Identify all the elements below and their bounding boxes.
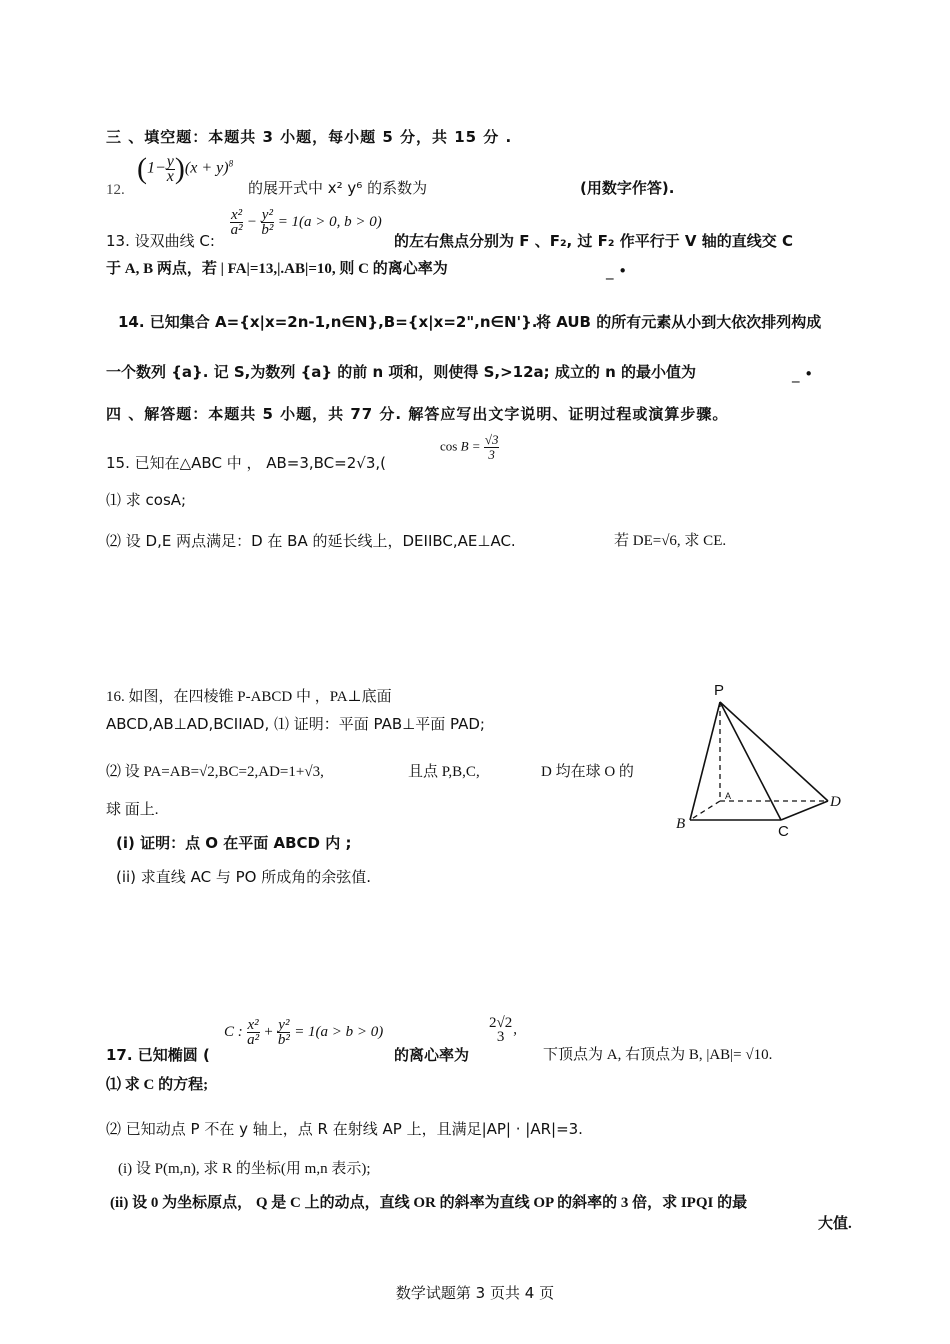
q13-hyperbola-formula: $\frac{\text{x²}}{\text{a²}}$ − $\frac{\text{y²}}{\text{b²}}$ = 1(a > 0, b > 0) bbox=[230, 207, 382, 238]
page-footer: 数学试题第 3 页共 4 页 bbox=[395, 1284, 555, 1302]
section4-heading: 四 、解答题：本题共 5 小题，共 77 分. 解答应写出文字说明、证明过程或演算步骤。 bbox=[106, 405, 729, 423]
q16-line3-mid: 且点 P,B,C, bbox=[408, 764, 480, 780]
label-P: P bbox=[714, 682, 725, 699]
q13-prefix: 13. 设双曲线 C: bbox=[106, 232, 215, 250]
q15-part2: ⑵ 设 D,E 两点满足：D 在 BA 的延长线上，DEIIBC,AE⊥AC. bbox=[106, 532, 516, 550]
q15-intro: 15. 已知在△ABC 中 ， AB=3,BC=2√3,( bbox=[106, 454, 386, 472]
q16-line3-tail: D 均在球 O 的 bbox=[541, 764, 634, 780]
q14-blank: _ • bbox=[792, 365, 814, 383]
q17-prefix: 17. 已知椭圆 ( bbox=[106, 1046, 210, 1064]
q12-text: 的展开式中 x² y⁶ 的系数为 bbox=[248, 179, 428, 197]
q17-part-ii-end: 大值. bbox=[818, 1216, 852, 1232]
edge-PB bbox=[690, 702, 720, 820]
q17-part2: ⑵ 已知动点 P 不在 y 轴上，点 R 在射线 AP 上，且满足|AP| · |AR|=3. bbox=[106, 1120, 583, 1138]
q17-suffix: 下顶点为 A, 右顶点为 B, |AB|= √10. bbox=[543, 1047, 773, 1063]
label-B: B bbox=[676, 816, 686, 832]
q14-line1-suffix: 将 AUB 的所有元素从小到大依次排列构成 bbox=[536, 313, 822, 331]
q16-part-ii: (ii) 求直线 AC 与 PO 所成角的余弦值. bbox=[116, 868, 371, 886]
q14-line2: 一个数列 {a}. 记 S,为数列 {a} 的前 n 项和，则使得 S,>12a; 成立的 n 的最小值为 bbox=[106, 363, 697, 381]
pyramid-figure bbox=[668, 680, 858, 840]
edge-PC bbox=[720, 702, 781, 820]
q16-line2: ABCD,AB⊥AD,BCIIAD, ⑴ 证明：平面 PAB⊥平面 PAD; bbox=[106, 715, 485, 733]
q13-line1-suffix: 的左右焦点分别为 F 、F₂, 过 F₂ 作平行于 V 轴的直线交 C bbox=[394, 232, 793, 250]
q13-blank: _ • bbox=[606, 262, 628, 280]
label-C: C bbox=[778, 823, 789, 840]
q17-ellipse-formula: C : $\frac{\text{x²}}{\text{a²}}$ + $\frac{\text{y²}}{\text{b²}}$ = 1(a > b > 0) bbox=[224, 1017, 384, 1048]
q12-note: (用数字作答). bbox=[580, 179, 675, 197]
q17-middle: 的离心率为 bbox=[394, 1046, 470, 1064]
q17-part-i: (i) 设 P(m,n), 求 R 的坐标(用 m,n 表示); bbox=[118, 1161, 371, 1177]
q15-part2-tail: 若 DE=√6, 求 CE. bbox=[614, 533, 727, 549]
q16-part-i: (i) 证明：点 O 在平面 ABCD 内 ; bbox=[116, 834, 352, 852]
q13-line2: 于 A, B 两点，若 | FA|=13,|.AB|=10, 则 C 的离心率为 bbox=[106, 261, 448, 277]
edge-CD bbox=[781, 801, 828, 820]
q16-line3: ⑵ 设 PA=AB=√2,BC=2,AD=1+√3, bbox=[106, 764, 324, 780]
q16-line4: 球 面上. bbox=[106, 802, 159, 818]
q15-part1: ⑴ 求 cosA; bbox=[106, 491, 187, 509]
section3-heading: 三 、填空题：本题共 3 小题，每小题 5 分，共 15 分 . bbox=[106, 128, 513, 146]
q17-part-ii: (ii) 设 0 为坐标原点， Q 是 C 上的动点，直线 OR 的斜率为直线 OP 的斜率的 3 倍，求 IPQI 的最 bbox=[110, 1195, 748, 1211]
q14-line1: 14. 已知集合 A={x|x=2n-1,n∈N},B={x|x=2",n∈N'}. bbox=[118, 313, 538, 331]
q17-part1: ⑴ 求 C 的方程; bbox=[106, 1077, 209, 1093]
q17-eccentricity: 2√2 3 , bbox=[489, 1015, 517, 1045]
q15-cosB-formula: cos B = $\frac{√3}{3}$ bbox=[440, 432, 499, 462]
label-D: D bbox=[830, 794, 841, 810]
q16-line1: 16. 如图，在四棱锥 P-ABCD 中 ，PA⊥底面 bbox=[106, 689, 392, 705]
edge-PD bbox=[720, 702, 828, 801]
q12-number: 12. bbox=[106, 182, 125, 198]
q12-formula: (1− $\frac{y}{x}$ )$(x + y)^8$ bbox=[137, 152, 234, 185]
label-A: A bbox=[725, 791, 732, 801]
